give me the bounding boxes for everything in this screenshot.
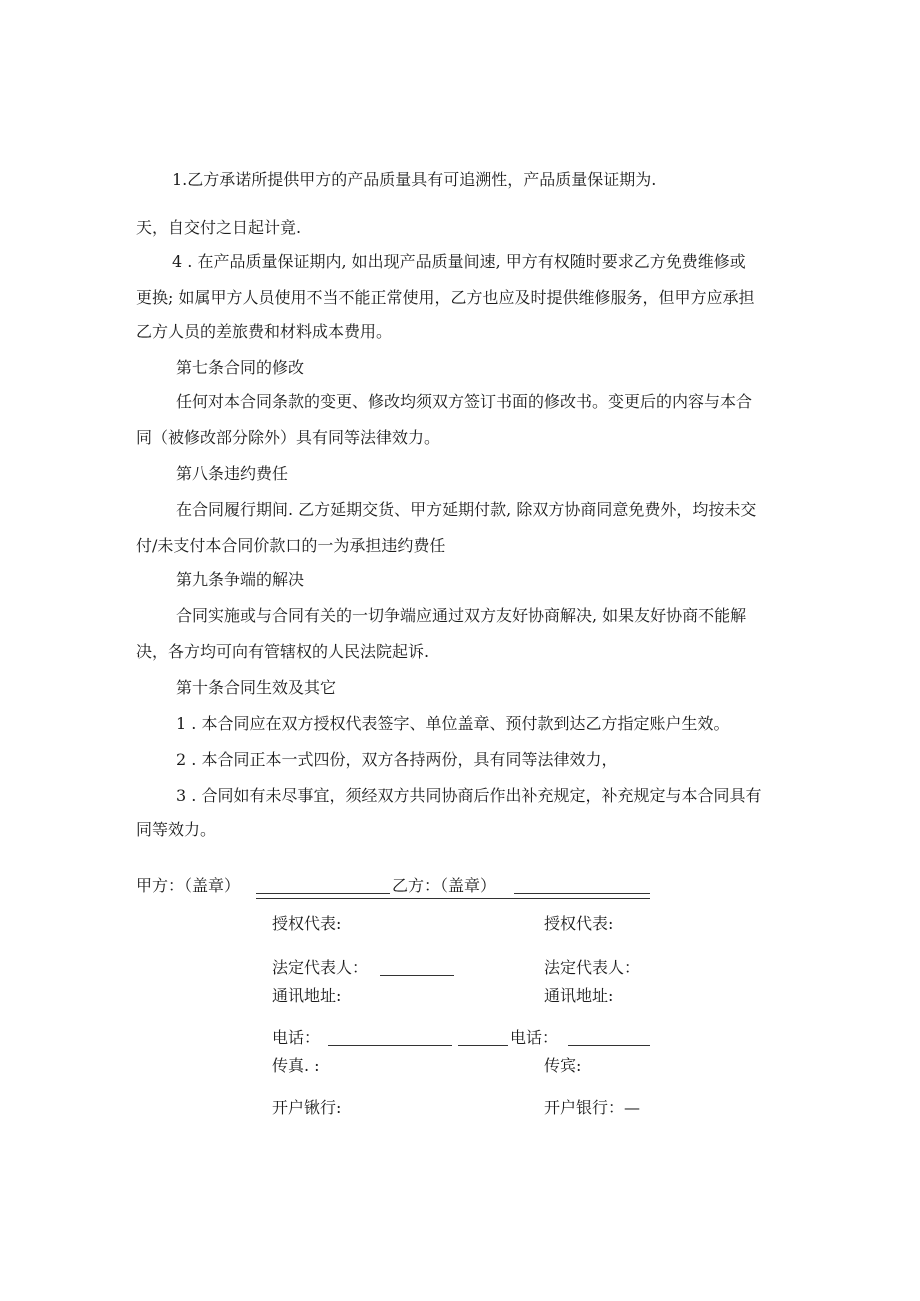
article-10-item3-line1: 3 . 合同如有未尽事宜，须经双方共同协商后作出补充规定，补充规定与本合同具有 [176, 786, 762, 805]
article-9-line2: 决，各方均可向有管辖权的人民法院起诉. [136, 642, 430, 661]
clause-warranty-line2: 更换; 如属甲方人员使用不当不能正常使用，乙方也应及时提供维修服务，但甲方应承担 [136, 288, 755, 307]
party-a-phone: 电话： [272, 1028, 321, 1047]
clause-warranty-line1: 4 . 在产品质量保证期内, 如出现产品质量间速, 甲方有权随时要求乙方免费维修或 [172, 252, 746, 271]
article-10-item1: 1 . 本合同应在双方授权代表签字、单位盖章、预付款到达乙方指定账户生效。 [176, 714, 730, 733]
clause-warranty-line3: 乙方人员的差旅费和材料成本费用。 [136, 322, 393, 341]
party-a-authorized-rep: 授权代表: [272, 914, 342, 933]
article-7-line1: 任何对本合同条款的变更、修改均须双方签订书面的修改书。变更后的内容与本合 [176, 392, 753, 411]
clause-quality-period-line2: 天，自交付之日起计竟. [136, 218, 302, 237]
article-8-line2: 付/未支付本合同价款口的一为承担违约费任 [136, 536, 446, 555]
signature-divider-line [256, 898, 650, 899]
article-7-title: 第七条合同的修改 [176, 358, 305, 377]
party-b-address: 通讯地址: [544, 986, 614, 1005]
party-a-legal-rep: 法定代表人： [272, 958, 369, 977]
party-a-seal-underline [256, 893, 390, 894]
party-a-fax: 传真. : [272, 1056, 320, 1075]
article-9-line1: 合同实施或与合同有关的一切争端应通过双方友好协商解决, 如果友好协商不能解 [176, 606, 747, 625]
clause-quality-period-line1: 1.乙方承诺所提供甲方的产品质量具有可追溯性，产品质量保证期为. [172, 170, 657, 189]
article-8-line1: 在合同履行期间. 乙方延期交货、甲方延期付款, 除双方协商同意免费外，均按未交 [176, 500, 757, 519]
article-7-line2: 同（被修改部分除外）具有同等法律效力。 [136, 428, 441, 447]
party-a-bank: 开户锹行: [272, 1098, 342, 1117]
party-b-fax: 传宾: [544, 1056, 582, 1075]
party-b-seal-label: 乙方：（盖章） [392, 876, 497, 895]
party-a-phone-underline [328, 1045, 452, 1046]
party-b-phone-underline [568, 1045, 650, 1046]
party-a-phone-underline-2 [458, 1045, 508, 1046]
article-10-item2: 2 . 本合同正本一式四份，双方各持两份，具有同等法律效力， [176, 750, 618, 769]
party-b-seal-underline [514, 893, 650, 894]
party-a-seal-label: 甲方：（盖章） [136, 876, 241, 895]
article-10-item3-line2: 同等效力。 [136, 820, 217, 839]
party-b-authorized-rep: 授权代表: [544, 914, 614, 933]
party-b-legal-rep: 法定代表人： [544, 958, 641, 977]
party-a-legal-rep-underline [380, 975, 454, 976]
article-8-title: 第八条违约费任 [176, 464, 289, 483]
party-a-address: 通讯地址: [272, 986, 342, 1005]
article-9-title: 第九条争端的解决 [176, 570, 305, 589]
party-b-phone: 电话： [510, 1028, 559, 1047]
article-10-title: 第十条合同生效及其它 [176, 678, 337, 697]
party-b-bank: 开户银行：— [544, 1098, 641, 1117]
